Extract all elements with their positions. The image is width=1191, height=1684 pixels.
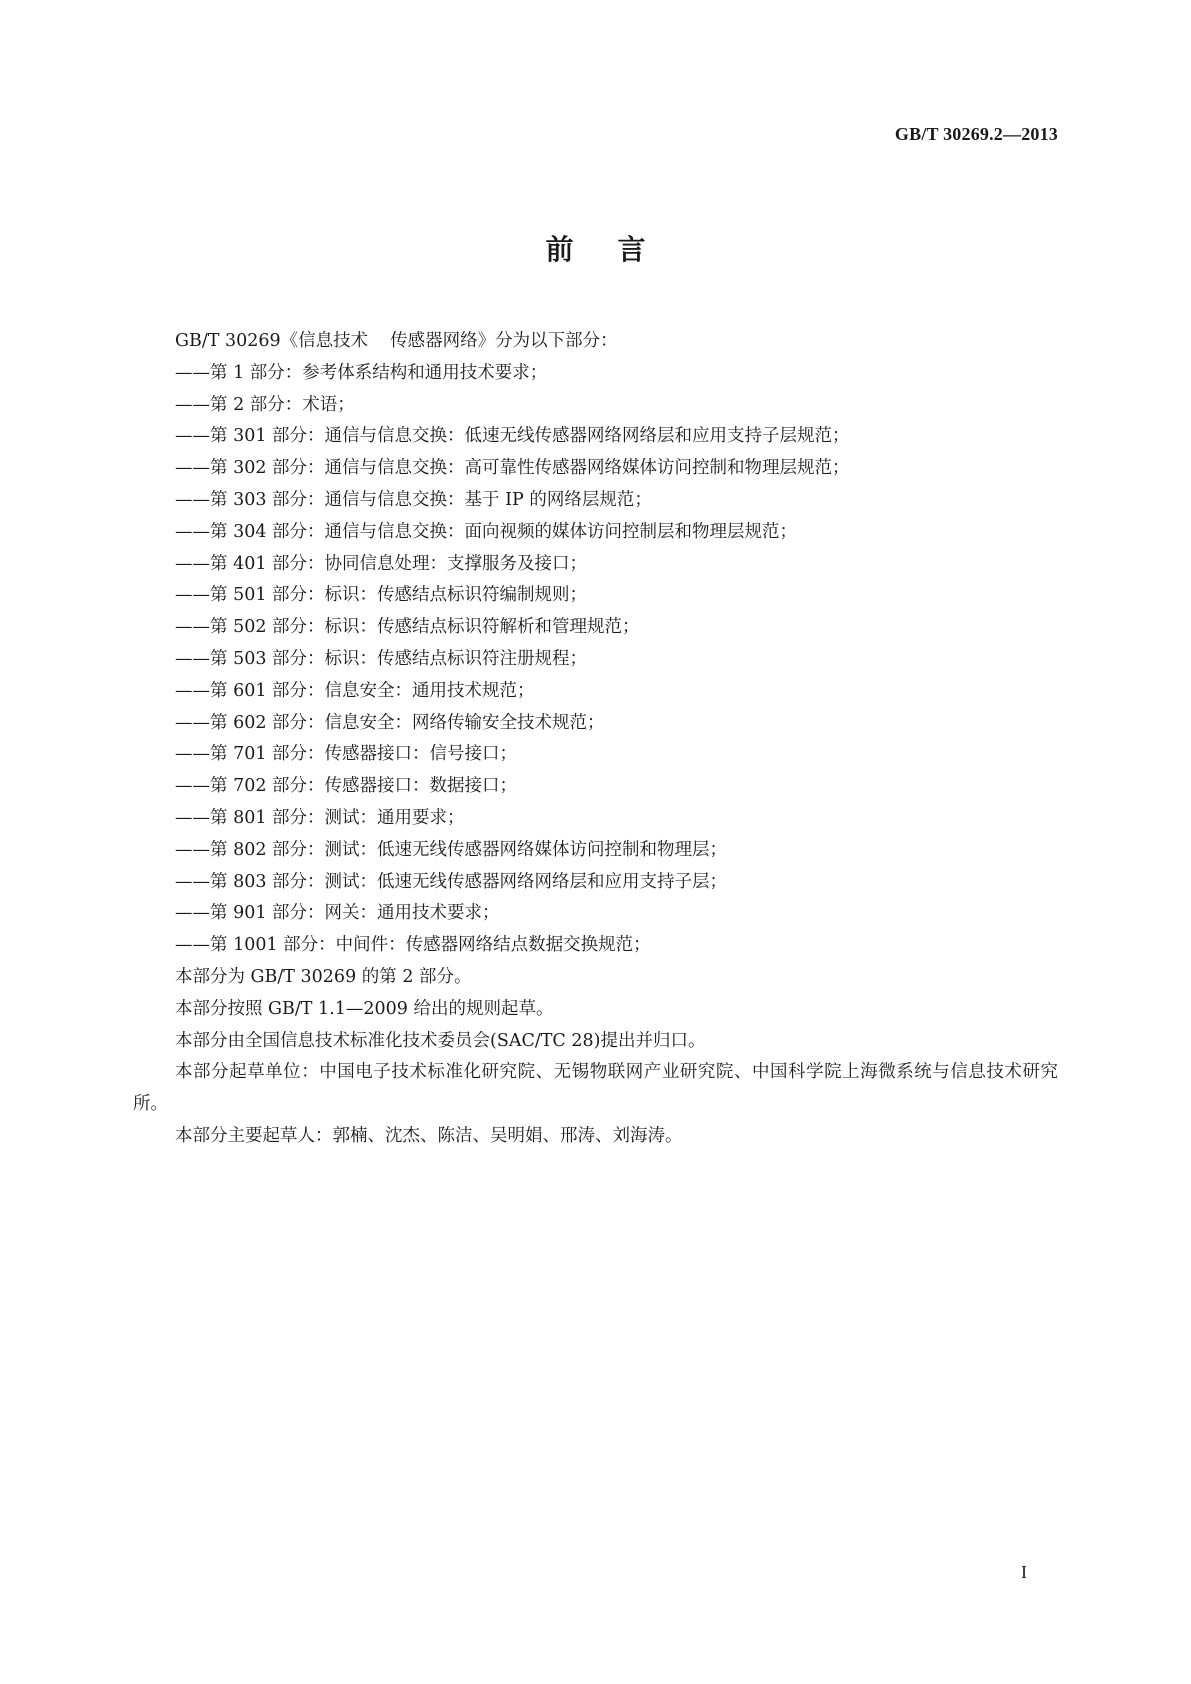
part-item: ——第 503 部分：标识：传感结点标识符注册规程；: [175, 648, 588, 669]
statement-drafting-rules: 本部分按照 GB/T 1.1—2009 给出的规则起草。: [175, 998, 554, 1019]
part-item: ——第 803 部分：测试：低速无线传感器网络网络层和应用支持子层；: [175, 871, 728, 892]
part-item: ——第 901 部分：网关：通用技术要求；: [175, 903, 500, 924]
intro-prefix: GB/T 30269《信息技术: [175, 331, 369, 351]
part-item: ——第 801 部分：测试：通用要求；: [175, 807, 465, 828]
part-item: ——第 502 部分：标识：传感结点标识符解析和管理规范；: [175, 617, 640, 638]
part-item: ——第 802 部分：测试：低速无线传感器网络媒体访问控制和物理层；: [175, 839, 728, 860]
statement-proposer: 本部分由全国信息技术标准化技术委员会(SAC/TC 28)提出并归口。: [175, 1030, 706, 1051]
part-item: ——第 602 部分：信息安全：网络传输安全技术规范；: [175, 712, 605, 733]
part-item: ——第 1001 部分：中间件：传感器网络结点数据交换规范；: [175, 935, 651, 956]
part-item: ——第 301 部分：通信与信息交换：低速无线传感器网络网络层和应用支持子层规范；: [175, 426, 850, 447]
foreword-body: [133, 326, 1058, 1153]
part-item: ——第 1 部分：参考体系结构和通用技术要求；: [175, 362, 548, 383]
part-item: ——第 701 部分：传感器接口：信号接口；: [175, 744, 518, 765]
part-item: ——第 601 部分：信息安全：通用技术规范；: [175, 680, 535, 701]
part-item: ——第 302 部分：通信与信息交换：高可靠性传感器网络媒体访问控制和物理层规范；: [175, 458, 850, 479]
standard-code: GB/T 30269.2—2013: [894, 124, 1058, 144]
part-item: ——第 304 部分：通信与信息交换：面向视频的媒体访问控制层和物理层规范；: [175, 521, 798, 542]
statement-drafting-units: 本部分起草单位：中国电子技术标准化研究院、无锡物联网产业研究院、中国科学院上海微系统与信息技术研究所。: [133, 1062, 1058, 1115]
page-number: I: [1021, 1562, 1027, 1582]
statement-part-number: 本部分为 GB/T 30269 的第 2 部分。: [175, 966, 472, 987]
intro-suffix: 传感器网络》分为以下部分：: [390, 331, 618, 351]
part-item: ——第 303 部分：通信与信息交换：基于 IP 的网络层规范；: [175, 489, 652, 510]
part-item: ——第 702 部分：传感器接口：数据接口；: [175, 776, 518, 797]
statement-drafters: 本部分主要起草人：郭楠、沈杰、陈洁、吴明娟、邢涛、刘海涛。: [175, 1125, 683, 1146]
page-title: 前言: [545, 233, 690, 266]
part-item: ——第 2 部分：术语；: [175, 394, 355, 415]
part-item: ——第 501 部分：标识：传感结点标识符编制规则；: [175, 585, 588, 606]
intro-paragraph: [133, 326, 1058, 358]
part-item: ——第 401 部分：协同信息处理：支撑服务及接口；: [175, 553, 588, 574]
